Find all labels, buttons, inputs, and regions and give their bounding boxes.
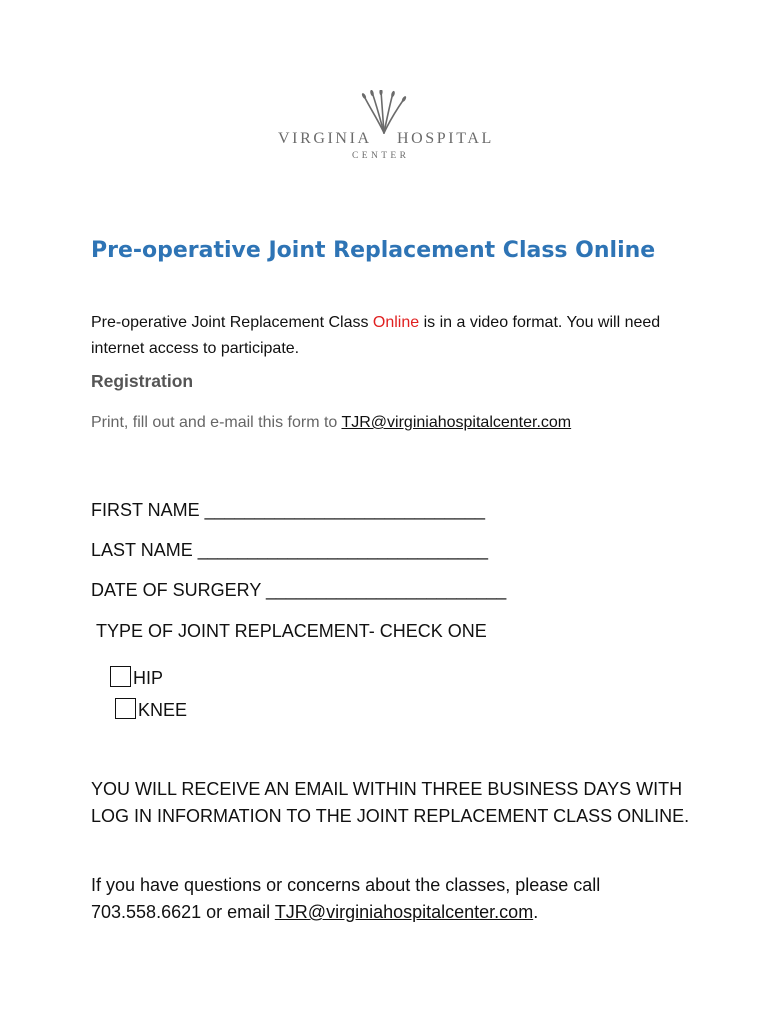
hip-checkbox[interactable] [110,666,131,687]
registration-email-link[interactable]: TJR@virginiahospitalcenter.com [341,414,572,431]
registration-heading: Registration [91,371,194,391]
contact-end: . [533,902,539,922]
contact-email-link[interactable]: TJR@virginiahospitalcenter.com [274,902,534,922]
registration-instruction [91,414,571,432]
hip-option[interactable] [110,666,163,689]
knee-checkbox[interactable] [115,698,136,719]
page-title: Pre-operative Joint Replacement Class Online [91,238,656,263]
intro-paragraph [91,310,691,362]
registration-instruction-text: Print, fill out and e-mail this form to [91,414,342,431]
hospital-logo [272,90,498,168]
hip-label: HIP [133,668,164,688]
date-of-surgery-field[interactable]: DATE OF SURGERY ________________________ [91,580,507,600]
logo-word-center: CENTER [352,151,410,161]
intro-text-end: is in a video format. You will need internet access to participate. [91,314,661,357]
logo-word-hospital: HOSPITAL [397,130,494,147]
first-name-field[interactable]: FIRST NAME ____________________________ [91,500,485,520]
email-notice: YOU WILL RECEIVE AN EMAIL WITHIN THREE BUSINESS DAYS WITH LOG IN INFORMATION TO THE JOINT REPLACEMENT CLASS ONLINE. [91,779,690,826]
contact-paragraph [91,872,711,926]
intro-text-start: Pre-operative Joint Replacement Class [91,314,373,331]
joint-type-label: TYPE OF JOINT REPLACEMENT- CHECK ONE [96,621,487,641]
knee-label: KNEE [138,700,188,720]
logo-word-virginia: VIRGINIA [278,130,372,147]
intro-highlight-online: Online [372,314,420,331]
virginia-hospital-center-logo-mark-icon [360,90,408,134]
knee-option[interactable] [115,698,187,721]
contact-text: If you have questions or concerns about the classes, please call 703.558.6621 or email [91,875,601,922]
last-name-field[interactable]: LAST NAME _____________________________ [91,540,489,560]
